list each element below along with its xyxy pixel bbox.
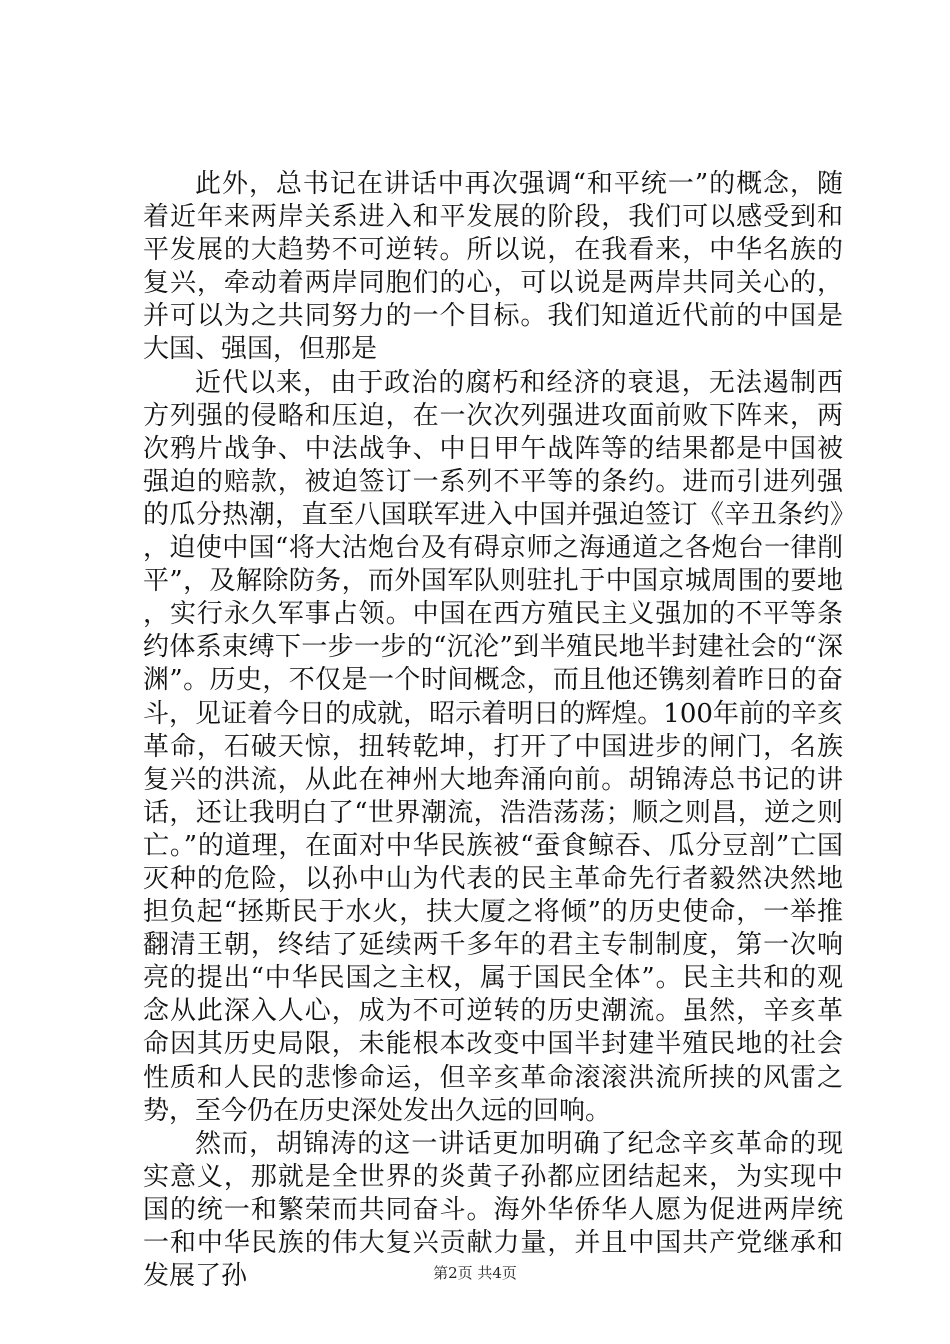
document-body	[143, 168, 843, 1293]
paragraph-3: 然而，胡锦涛的这一讲话更加明确了纪念辛亥革命的现实意义，那就是全世界的炎黄子孙都应团结起来，为实现中国的统一和繁荣而共同奋斗。海外华侨华人愿为促进两岸统一和中华民族的伟大复兴贡献力量，并且中国共产党继承和发展了孙	[143, 1128, 843, 1292]
paragraph-1: 此外，总书记在讲话中再次强调“和平统一”的概念，随着近年来两岸关系进入和平发展的阶段，我们可以感受到和平发展的大趋势不可逆转。所以说，在我看来，中华名族的复兴，牵动着两岸同胞们的心，可以说是两岸共同关心的，并可以为之共同努力的一个目标。我们知道近代前的中国是大国、强国，但那是	[143, 169, 843, 365]
paragraph-2: 近代以来，由于政治的腐朽和经济的衰退，无法遏制西方列强的侵略和压迫，在一次次列强进攻面前败下阵来，两次鸦片战争、中法战争、中日甲午战阵等的结果都是中国被强迫的赔款，被迫签订一系列不平等的条约。进而引进列强的瓜分热潮，直至八国联军进入中国并强迫签订《辛丑条约》，迫使中国“将大沽炮台及有碍京师之海通道之各炮台一律削平”，及解除防务，而外国军队则驻扎于中国京城周围的要地，实行永久军事占领。中国在西方殖民主义强加的不平等条约体系束缚下一步一步的“沉沦”到半殖民地半封建社会的“深渊”。历史，不仅是一个时间概念，而且他还镌刻着昨日的奋斗，见证着今日的成就，昭示着明日的辉煌。100年前的辛亥革命，石破天惊，扭转乾坤，打开了中国进步的闸门，名族复兴的洪流，从此在神州大地奔涌向前。胡锦涛总书记的讲话，还让我明白了“世界潮流，浩浩荡荡；顺之则昌，逆之则亡。”的道理，在面对中华民族被“蚕食鲸吞、瓜分豆剖”亡国灭种的危险，以孙中山为代表的民主革命先行者毅然决然地担负起“拯斯民于水火，扶大厦之将倾”的历史使命，一举推翻清王朝，终结了延续两千多年的君主专制制度，第一次响亮的提出“中华民国之主权，属于国民全体”。民主共和的观念从此深入人心，成为不可逆转的历史潮流。虽然，辛亥革命因其历史局限，未能根本改变中国半封建半殖民地的社会性质和人民的悲惨命运，但辛亥革命滚滚洪流所挟的风雷之势，至今仍在历史深处发出久远的回响。	[143, 367, 843, 1126]
page-number-footer: 第2页 共4页	[433, 1264, 517, 1282]
